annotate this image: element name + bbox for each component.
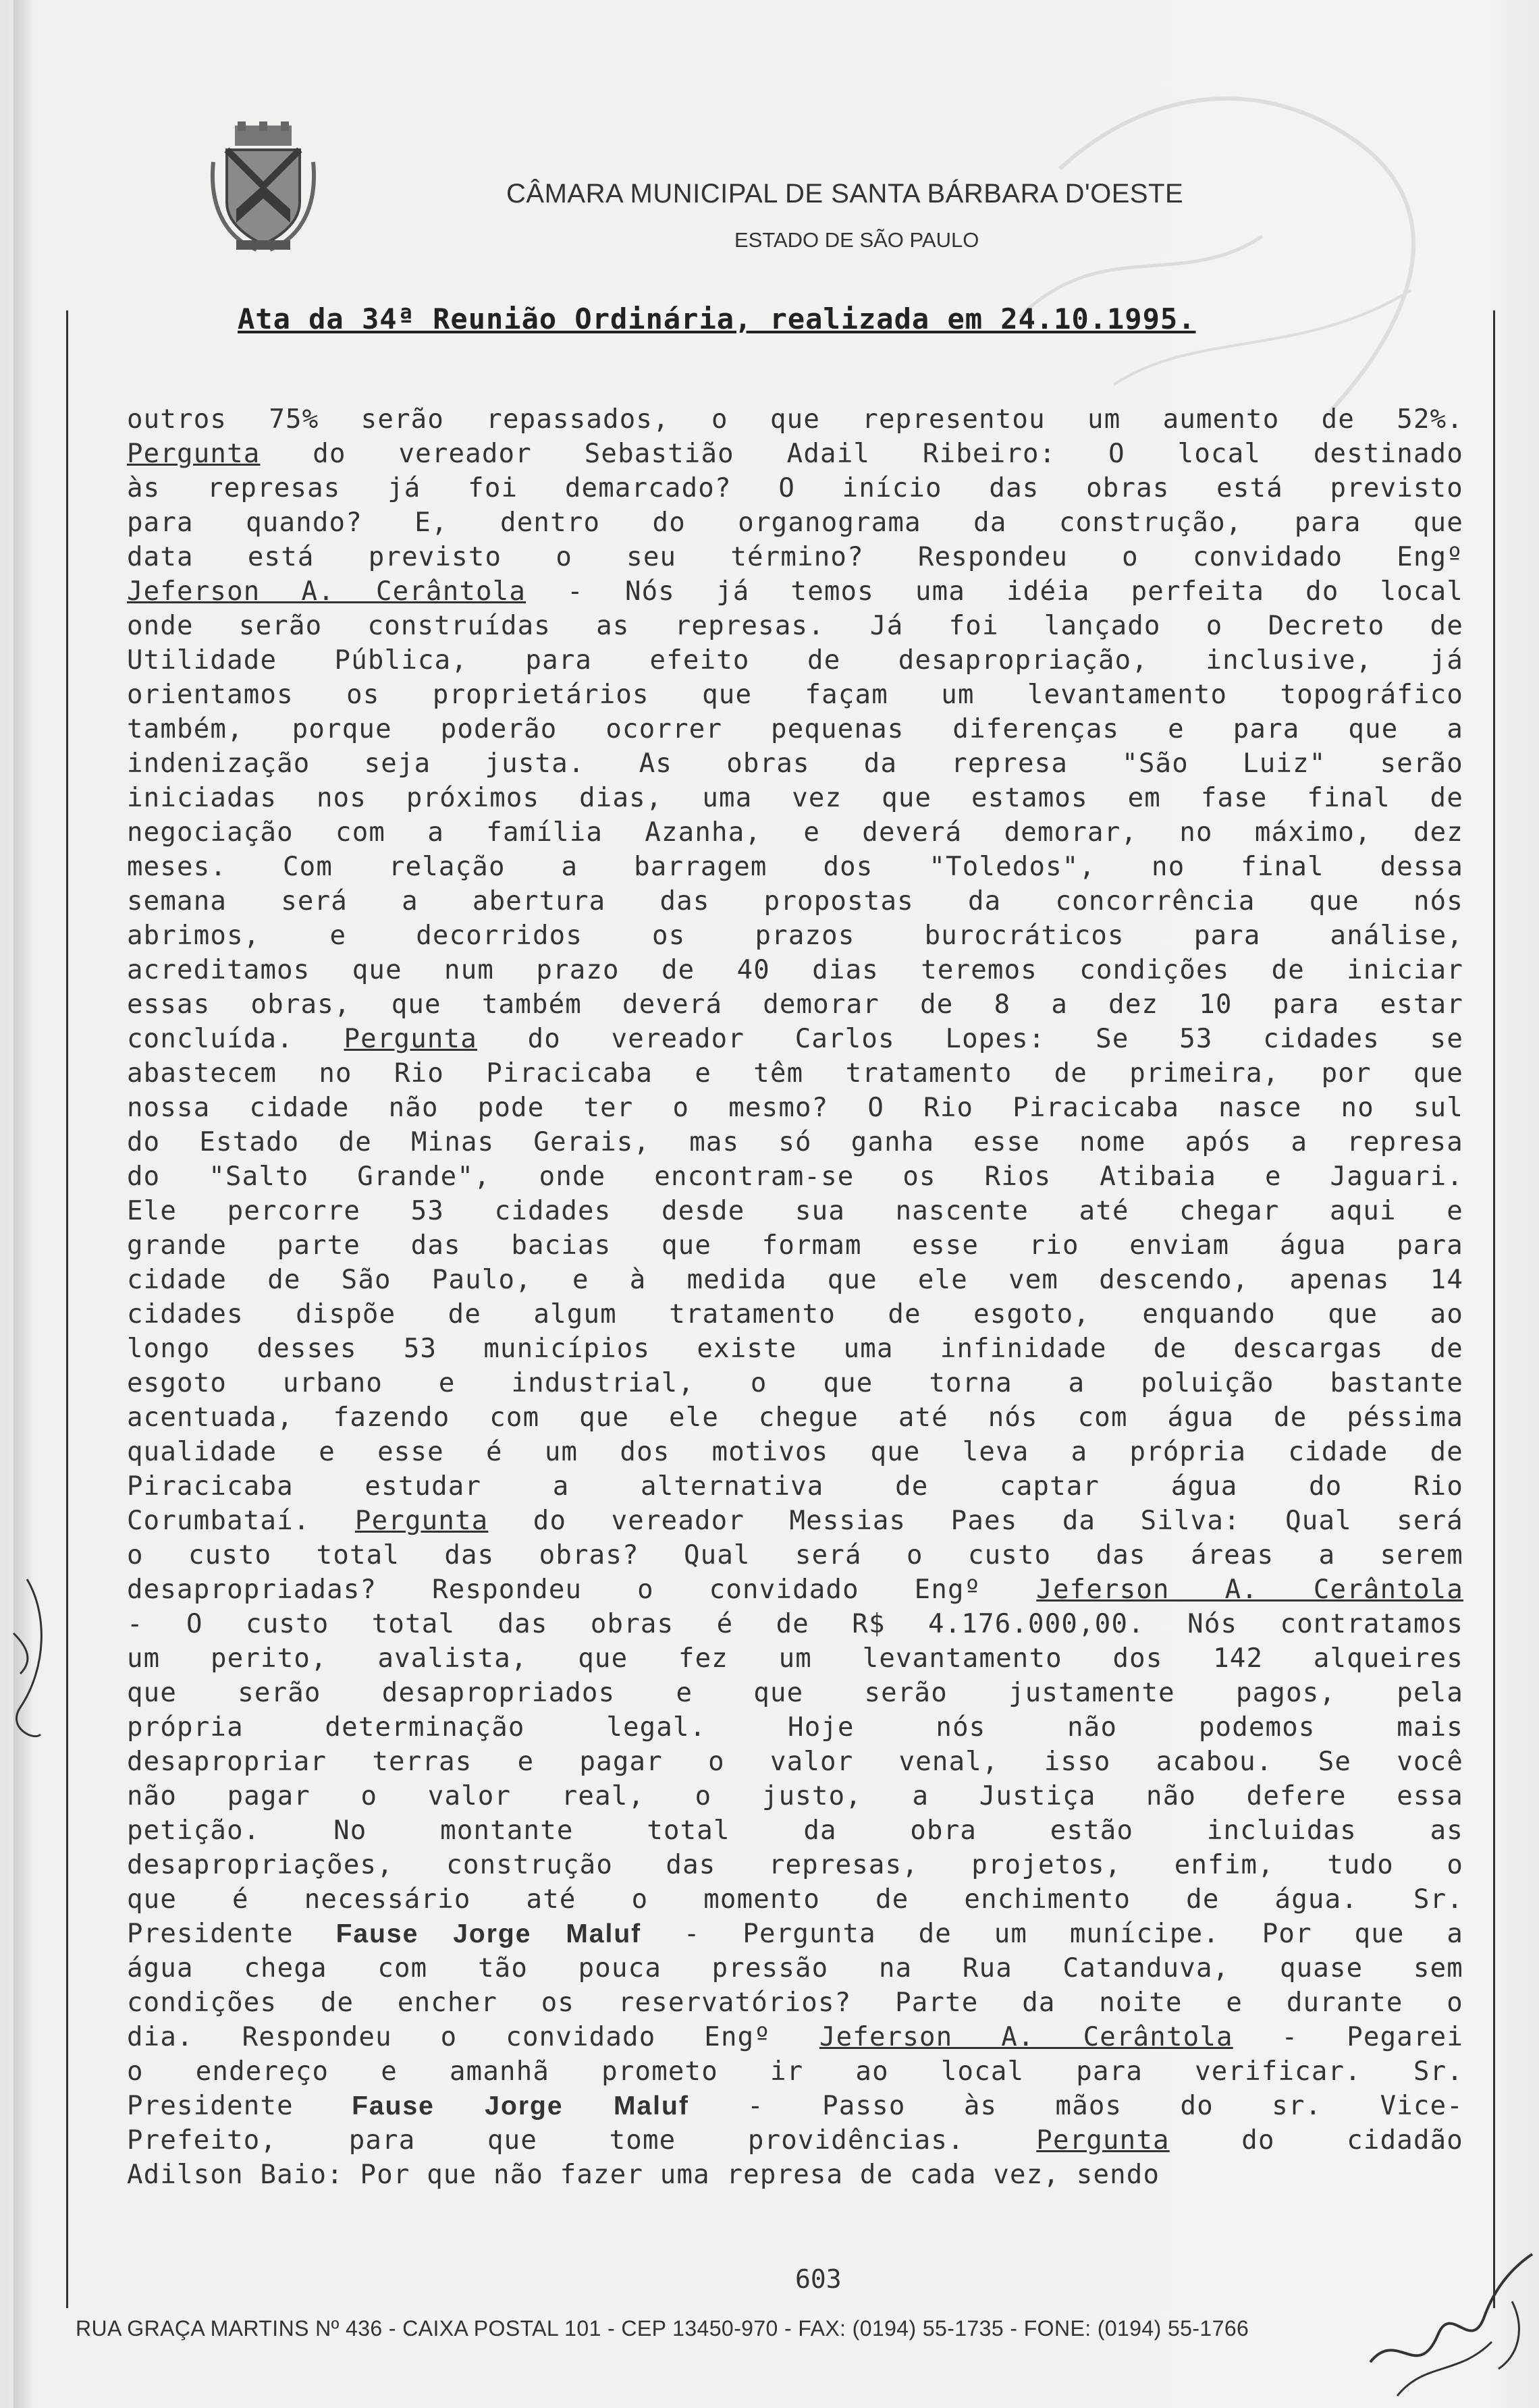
text-segment: acentuada, fazendo com que ele chegue até nós com água de péssima — [127, 1402, 1463, 1433]
text-line — [127, 1056, 1463, 1091]
text-segment: abastecem no Rio Piracicaba e têm tratamento de primeira, por que — [127, 1058, 1463, 1089]
text-segment: abrimos, e decorridos os prazos burocráticos para análise, — [127, 921, 1463, 951]
text-line — [127, 953, 1463, 987]
institution-state: ESTADO DE SÃO PAULO — [734, 228, 979, 252]
text-segment: semana será a abertura das propostas da concorrência que nós — [127, 886, 1463, 916]
text-line — [127, 1882, 1463, 1917]
text-segment: para quando? E, dentro do organograma da construção, para que — [127, 508, 1463, 538]
text-line — [127, 402, 1463, 437]
text-segment: que é necessário até o momento de enchimento de água. Sr. — [127, 1884, 1463, 1915]
page-number: 603 — [795, 2264, 842, 2294]
question-marker: Pergunta — [127, 439, 261, 469]
left-frame-line — [66, 310, 68, 2308]
text-segment: cidades dispõe de algum tratamento de esgoto, enquando que ao — [127, 1299, 1463, 1330]
text-segment: Adilson Baio: Por que não fazer uma represa de cada vez, sendo — [127, 2160, 1160, 2190]
text-line — [127, 1951, 1463, 1986]
text-line — [127, 2123, 1463, 2158]
speaker-name: Jeferson A. Cerântola — [819, 2022, 1233, 2052]
text-line — [127, 781, 1463, 815]
text-segment: - Passo às mãos do sr. Vice- — [688, 2091, 1463, 2121]
text-line — [127, 1572, 1463, 1607]
text-segment: indenização seja justa. As obras da represa "São Luiz" serão — [127, 748, 1463, 779]
text-segment: própria determinação legal. Hoje nós não podemos mais — [127, 1712, 1463, 1743]
text-segment: Presidente — [127, 1919, 336, 1949]
text-line — [127, 1641, 1463, 1676]
text-segment: um perito, avalista, que fez um levantamento dos 142 alqueires — [127, 1643, 1463, 1674]
text-segment: iniciadas nos próximos dias, uma vez que estamos em fase final de — [127, 783, 1463, 813]
text-segment: - Pergunta de um munícipe. Por que a — [641, 1919, 1463, 1949]
text-segment: esgoto urbano e industrial, o que torna a poluição bastante — [127, 1368, 1463, 1398]
text-line — [127, 1194, 1463, 1228]
text-line — [127, 2089, 1463, 2123]
text-segment: nossa cidade não pode ter o mesmo? O Rio Piracicaba nasce no sul — [127, 1093, 1463, 1123]
text-segment: o custo total das obras? Qual será o custo das áreas a serem — [127, 1540, 1463, 1570]
text-segment: longo desses 53 municípios existe uma infinidade de descargas de — [127, 1334, 1463, 1364]
text-line — [127, 1400, 1463, 1435]
text-line — [127, 884, 1463, 919]
text-line — [127, 2020, 1463, 2054]
text-line — [127, 712, 1463, 746]
text-segment: negociação com a família Azanha, e deverá demorar, no máximo, dez — [127, 817, 1463, 848]
text-line — [127, 2054, 1463, 2089]
text-segment: onde serão construídas as represas. Já foi lançado o Decreto de — [127, 611, 1463, 641]
text-line — [127, 540, 1463, 574]
text-segment: água chega com tão pouca pressão na Rua Catanduva, quase sem — [127, 1953, 1463, 1983]
text-line — [127, 437, 1463, 471]
text-segment: às represas já foi demarcado? O início das obras está previsto — [127, 473, 1463, 503]
text-segment: - Pegarei — [1233, 2022, 1463, 2052]
text-line — [127, 815, 1463, 850]
text-line — [127, 1469, 1463, 1504]
text-segment: Presidente — [127, 2091, 352, 2121]
text-line — [127, 678, 1463, 712]
text-line — [127, 1091, 1463, 1125]
text-segment: do vereador Sebastião Adail Ribeiro: O local destinado — [260, 439, 1463, 469]
text-segment: que serão desapropriados e que serão justamente pagos, pela — [127, 1678, 1463, 1708]
text-segment: do "Salto Grande", onde encontram-se os Rios Atibaia e Jaguari. — [127, 1161, 1463, 1192]
institution-name: CÂMARA MUNICIPAL DE SANTA BÁRBARA D'OESTE — [506, 179, 1184, 209]
text-segment: orientamos os proprietários que façam um levantamento topográfico — [127, 680, 1463, 710]
text-segment: meses. Com relação a barragem dos "Toledos", no final dessa — [127, 852, 1463, 882]
text-segment: Prefeito, para que tome providências. — [127, 2125, 1037, 2156]
address-footer: RUA GRAÇA MARTINS Nº 436 - CAIXA POSTAL 101 - CEP 13450-970 - FAX: (0194) 55-1735 - FONE: (0194) 55-1766 — [76, 2316, 1249, 2341]
right-frame-line — [1493, 310, 1495, 2308]
text-line — [127, 746, 1463, 781]
text-segment: desapropriadas? Respondeu o convidado Engº — [127, 1575, 1037, 1605]
question-marker: Pergunta — [344, 1024, 477, 1054]
document-title: Ata da 34ª Reunião Ordinária, realizada em 24.10.1995. — [238, 302, 1196, 335]
text-line — [127, 1813, 1463, 1848]
text-line — [127, 919, 1463, 953]
text-segment: cidade de São Paulo, e à medida que ele vem descendo, apenas 14 — [127, 1265, 1463, 1295]
text-line — [127, 1986, 1463, 2020]
text-segment: desapropriar terras e pagar o valor venal, isso acabou. Se você — [127, 1747, 1463, 1777]
text-line — [127, 1263, 1463, 1297]
text-segment: Corumbataí. — [127, 1506, 355, 1536]
text-segment: do Estado de Minas Gerais, mas só ganha esse nome após a represa — [127, 1127, 1463, 1157]
text-line — [127, 1607, 1463, 1641]
text-line — [127, 1022, 1463, 1056]
text-line — [127, 1228, 1463, 1263]
text-line — [127, 574, 1463, 609]
text-segment: - O custo total das obras é de R$ 4.176.000,00. Nós contratamos — [127, 1609, 1463, 1639]
text-line — [127, 1332, 1463, 1366]
text-line — [127, 1159, 1463, 1194]
text-line — [127, 1538, 1463, 1572]
text-segment: não pagar o valor real, o justo, a Justiça não defere essa — [127, 1781, 1463, 1811]
minutes-body — [127, 402, 1463, 2192]
binding-edge — [14, 0, 31, 2408]
text-segment: outros 75% serão repassados, o que representou um aumento de 52%. — [127, 404, 1463, 435]
text-line — [127, 1125, 1463, 1159]
handwritten-signature — [1357, 2227, 1539, 2403]
text-line — [127, 643, 1463, 678]
question-marker: Pergunta — [354, 1506, 489, 1536]
text-line — [127, 1779, 1463, 1813]
text-segment: essas obras, que também deverá demorar de 8 a dez 10 para estar — [127, 989, 1463, 1020]
text-segment: dia. Respondeu o convidado Engº — [127, 2022, 819, 2052]
text-line — [127, 1848, 1463, 1882]
text-segment: também, porque poderão ocorrer pequenas diferenças e para que a — [127, 714, 1463, 744]
question-marker: Pergunta — [1036, 2125, 1170, 2156]
text-segment: qualidade e esse é um dos motivos que leva a própria cidade de — [127, 1437, 1463, 1467]
text-line — [127, 1745, 1463, 1779]
text-line — [127, 850, 1463, 884]
text-segment: Utilidade Pública, para efeito de desapropriação, inclusive, já — [127, 645, 1463, 676]
text-line — [127, 1297, 1463, 1332]
text-segment: grande parte das bacias que formam esse rio enviam água para — [127, 1230, 1463, 1261]
text-line — [127, 1917, 1463, 1951]
text-segment: data está previsto o seu término? Respondeu o convidado Engº — [127, 542, 1463, 572]
text-line — [127, 1676, 1463, 1710]
president-name: Fause Jorge Maluf — [335, 1919, 642, 1948]
text-segment: do cidadão — [1169, 2125, 1463, 2156]
text-segment: acreditamos que num prazo de 40 dias teremos condições de iniciar — [127, 955, 1463, 985]
text-line — [127, 1710, 1463, 1745]
speaker-name: Jeferson A. Cerântola — [1036, 1575, 1463, 1605]
text-line — [127, 987, 1463, 1022]
text-line — [127, 1435, 1463, 1469]
margin-initials-signature — [0, 1572, 54, 1748]
text-segment: do vereador Carlos Lopes: Se 53 cidades se — [477, 1024, 1463, 1054]
text-line — [127, 471, 1463, 505]
text-segment: petição. No montante total da obra estão incluidas as — [127, 1815, 1463, 1846]
text-line — [127, 2158, 1463, 2192]
speaker-name: Jeferson A. Cerântola — [127, 576, 526, 607]
text-segment: do vereador Messias Paes da Silva: Qual será — [488, 1506, 1463, 1536]
text-line — [127, 609, 1463, 643]
text-segment: condições de encher os reservatórios? Parte da noite e durante o — [127, 1988, 1463, 2018]
text-segment: Piracicaba estudar a alternativa de captar água do Rio — [127, 1471, 1463, 1502]
text-line — [127, 1366, 1463, 1400]
text-segment: o endereço e amanhã prometo ir ao local para verificar. Sr. — [127, 2056, 1463, 2087]
text-segment: - Nós já temos uma idéia perfeita do local — [526, 576, 1463, 607]
text-segment: concluída. — [127, 1024, 344, 1054]
text-line — [127, 505, 1463, 540]
text-line — [127, 1504, 1463, 1538]
municipal-crest-icon — [209, 121, 317, 256]
text-segment: desapropriações, construção das represas, projetos, enfim, tudo o — [127, 1850, 1463, 1880]
text-segment: Ele percorre 53 cidades desde sua nascente até chegar aqui e — [127, 1196, 1463, 1226]
president-name: Fause Jorge Maluf — [352, 2091, 689, 2120]
